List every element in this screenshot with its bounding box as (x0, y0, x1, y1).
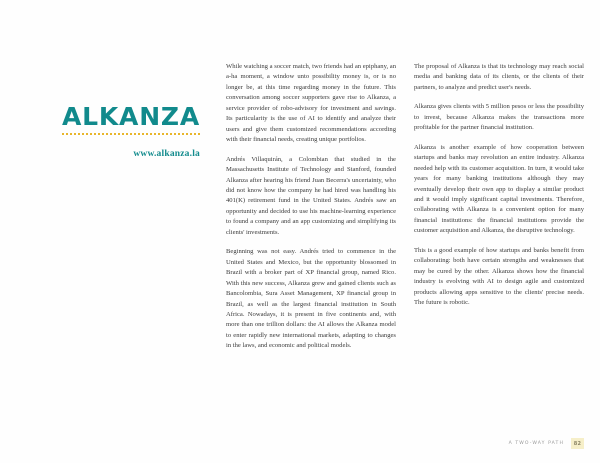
paragraph: The proposal of Alkanza is that its technology may reach social media and banking data of its clients, or the clients of their partners, to analyze and predict user's needs. (414, 63, 584, 91)
paragraph: Alkanza is another example of how cooperation between startups and banks may revolution an entire industry. Alkanza needed help with its customer acquisition. In turn, it would take years for many banking institutions although they may eventually develop their own app to display a similar product and it would imply significant capital investments. Therefore, collaborating with Alkanza is a convenient option for many financial institutions: the financial institutions provide the customer acquisition and Alkanza, the disruptive technology. (414, 143, 584, 235)
text-column-left (226, 62, 396, 352)
page-footer (509, 438, 584, 449)
paragraph: Alkanza gives clients with 5 million pesos or less the possibility to invest, because Alkanza makes the transactions more profitable for the partner financial institution. (414, 103, 584, 132)
footer-section-title: A TWO-WAY PATH (508, 441, 564, 446)
paragraph: Andrés Villaquirán, a Colombian that studied in the Massachusetts Institute of Technology and Stanford, founded Alkanza after hearing his friend Juan Becerra's uncertainty, who did not know how the company he had hired was handling his 401(K) retirement fund in the United States. Andrés saw an opportunity and decided to use his machine-learning experience to found a company and an app customizing and simplifying its clients' investments. (226, 155, 396, 236)
brand-margin-column (0, 0, 214, 463)
text-column-right (414, 62, 584, 352)
logo-underline-rule (62, 133, 200, 135)
brand-block (62, 104, 200, 159)
paragraph: This is a good example of how startups and banks benefit from collaborating: both have certain strengths and weaknesses that may be cured by the other. Alkanza shows how the financial industry is evolving with AI to design agile and customized products allowing apps sensitive to the clients' precise needs. The future is robotic. (414, 246, 584, 307)
page-number: 82 (571, 438, 584, 449)
article-columns (226, 62, 584, 352)
paragraph: While watching a soccer match, two friends had an epiphany, an a-ha moment, a window unto possibility money is, or is no longer be, at this time regarding money in the future. This conversation among soccer supporters gave rise to Alkanza, a service provider of robo-advisory for investment and savings. Its particularity is the use of AI to identify and analyze their users and give them customized recommendations according with their financial needs, creating unique portfolios. (226, 63, 396, 144)
brand-website-url: www.alkanza.la (133, 149, 200, 159)
alkanza-logo: ALKANZA (62, 102, 200, 131)
paragraph: Beginning was not easy. Andrés tried to commence in the United States and Mexico, but the opportunity blossomed in Brazil with a broker part of XP financial group, named Rico. With this new success, Alkanza grew and gained clients such as Bancolombia, Sura Asset Management, XP financial group in Brazil, as well as the largest financial institution in South Africa. Nowadays, it is present in five continents and, with more than one trillion dollars: the AI allows the Alkanza model to enter rapidly new international markets, adapting to changes in the laws, and economic and political models. (226, 248, 396, 350)
